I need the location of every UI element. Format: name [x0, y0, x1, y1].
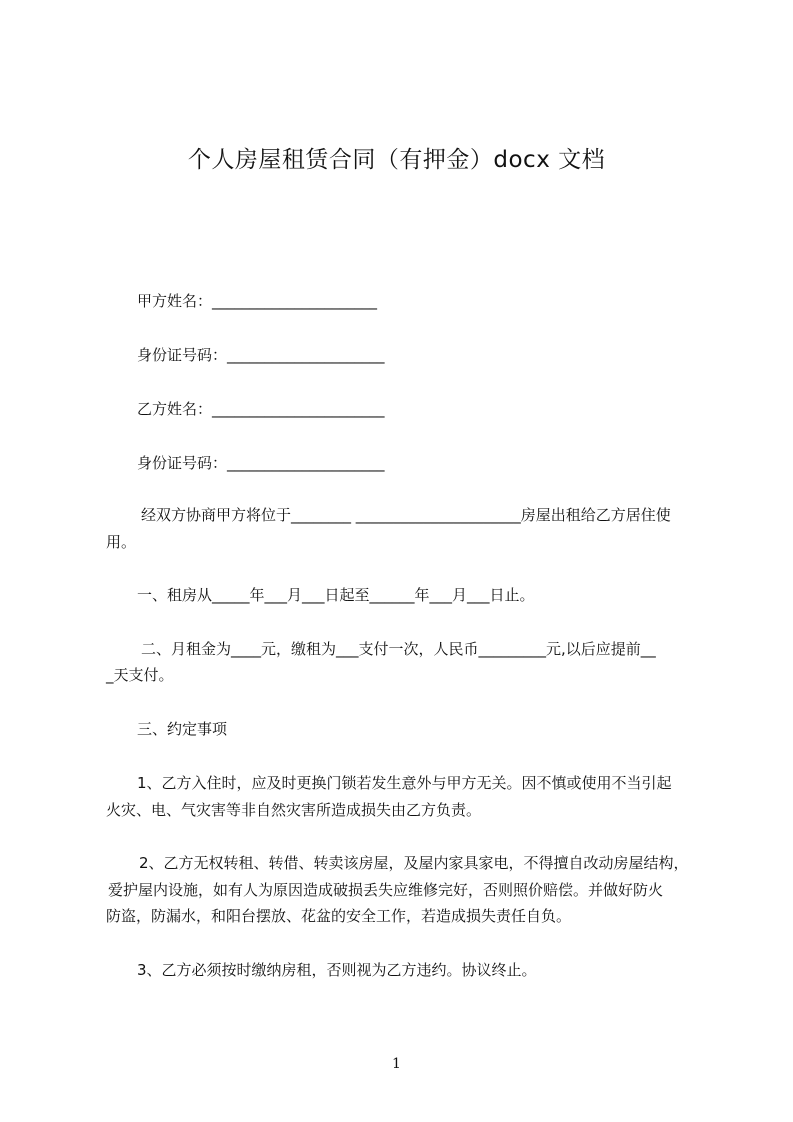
party-a-name-line: 甲方姓名：______________________ [137, 292, 378, 310]
item-2-line-1: 2、乙方无权转租、转借、转卖该房屋，及屋内家具家电，不得擅自改动房屋结构， [139, 854, 689, 872]
clause-3-heading: 三、约定事项 [137, 720, 228, 738]
page-number: 1 [392, 1056, 401, 1072]
clause-2-line-2: _天支付。 [106, 666, 174, 684]
item-1-line-1: 1、乙方入住时，应及时更换门锁若发生意外与甲方无关。因不慎或使用不当引起 [137, 774, 672, 792]
item-2-line-3: 防盗，防漏水，和阳台摆放、花盆的安全工作，若造成损失责任自负。 [106, 907, 572, 925]
intro-line-1: 经双方协商甲方将位于________ ______________________房屋出租给乙方居住使 [141, 506, 671, 524]
item-1-line-2: 火灾、电、气灾害等非自然灾害所造成损失由乙方负责。 [106, 801, 482, 819]
document-title: 个人房屋租赁合同（有押金）docx 文档 [187, 147, 606, 173]
item-2-line-2: 爱护屋内设施，如有人为原因造成破损丢失应维修完好，否则照价赔偿。并做好防火 [108, 881, 664, 899]
party-b-id-line: 身份证号码：_____________________ [137, 454, 385, 472]
clause-1: 一、租房从_____年___月___日起至______年___月___日止。 [137, 586, 535, 604]
clause-2-line-1: 二、月租金为____元，缴租为___支付一次，人民币_________元,以后应提前__ [141, 640, 656, 658]
item-3: 3、乙方必须按时缴纳房租，否则视为乙方违约。协议终止。 [137, 961, 537, 979]
intro-line-2: 用。 [106, 533, 137, 551]
party-a-id-line: 身份证号码：_____________________ [137, 346, 385, 364]
party-b-name-line: 乙方姓名：_______________________ [137, 400, 385, 418]
